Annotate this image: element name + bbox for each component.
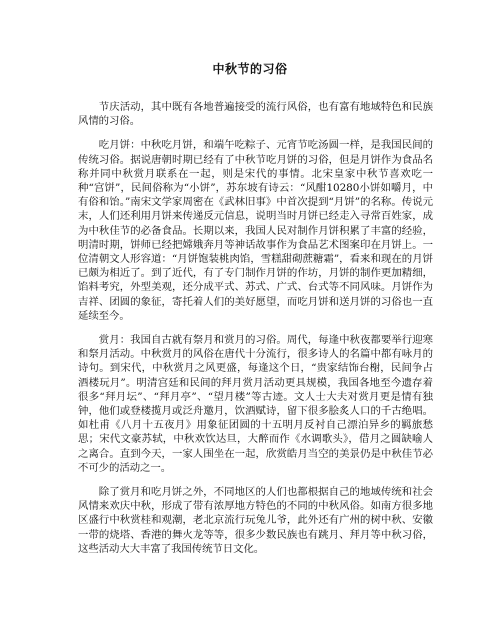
paragraph-intro: 节庆活动，其中既有各地普遍接受的流行风俗，也有富有地域特色和民族风情的习俗。 xyxy=(78,101,433,128)
paragraph-moon-viewing: 赏月：我国自古就有祭月和赏月的习俗。周代，每逢中秋夜都要举行迎寒和祭月活动。中秋赏月的风俗在唐代十分流行，很多诗人的名篇中都有咏月的诗句。到宋代，中秋赏月之风更盛，每逢这个日，“贵家结饰台榭，民间争占酒楼玩月”。明清宫廷和民间的拜月赏月活动更具规模，我国各地至今遗存着很多“拜月坛”、“拜月亭”、“望月楼”等古迹。文人士大夫对赏月更是情有独钟，他们或登楼揽月或泛舟邀月，饮酒赋诗，留下很多脍炙人口的千古绝唱。如杜甫《八月十五夜月》用象征团圆的十五明月反衬自己漂泊异乡的羁旅愁思；宋代文豪苏轼，中秋欢饮达旦，大醉而作《水调歌头》，借月之圆缺喻人之离合。直到今天，一家人围坐在一起，欣赏皓月当空的美景仍是中秋佳节必不可少的活动之一。 xyxy=(78,334,433,474)
paragraph-mooncake: 吃月饼：中秋吃月饼，和端午吃粽子、元宵节吃汤圆一样，是我国民间的传统习俗。据说唐朝时期已经有了中秋节吃月饼的习俗，但是月饼作为食品名称并同中秋赏月联系在一起，则是宋代的事情。北宋皇家中秋节喜欢吃一种“宫饼”，民间俗称为“小饼”，苏东坡有诗云：“风酣10280小饼如嚼月，中有俗和饴。”南宋文学家周密在《武林旧事》中首次提到“月饼”的名称。传说元末，人们还利用月饼来传递反元信息，说明当时月饼已经走入寻常百姓家，成为中秋佳节的必备食品。长期以来，我国人民对制作月饼积累了丰富的经验，明清时期，饼师已经把嫦娥奔月等神话故事作为食品艺术图案印在月饼上。一位清朝文人形容道：“月饼饱装桃肉馅，雪糕甜砌蔗糖霜”，看来和现在的月饼已颇为相近了。到了近代，有了专门制作月饼的作坊，月饼的制作更加精细，馅料考究，外型美观，还分成平式、苏式、广式、台式等不同风味。月饼作为吉祥、团圆的象征，寄托着人们的美好愿望，而吃月饼和送月饼的习俗也一直延续至今。 xyxy=(78,139,433,322)
document-title: 中秋节的习俗 xyxy=(212,62,288,76)
document-body xyxy=(78,100,433,566)
paragraph-regional-customs: 除了赏月和吃月饼之外，不同地区的人们也都根据自己的地域传统和社会风情来欢庆中秋，形成了带有浓厚地方特色的不同的中秋风俗。如南方很多地区盛行中秋赏桂和观潮，老北京流行玩兔儿爷，此外还有广州的树中秋、安徽一带的烧塔、香港的舞火龙等等，很多少数民族也有跳月、拜月等中秋习俗，这些活动大大丰富了我国传统节日文化。 xyxy=(78,486,433,555)
